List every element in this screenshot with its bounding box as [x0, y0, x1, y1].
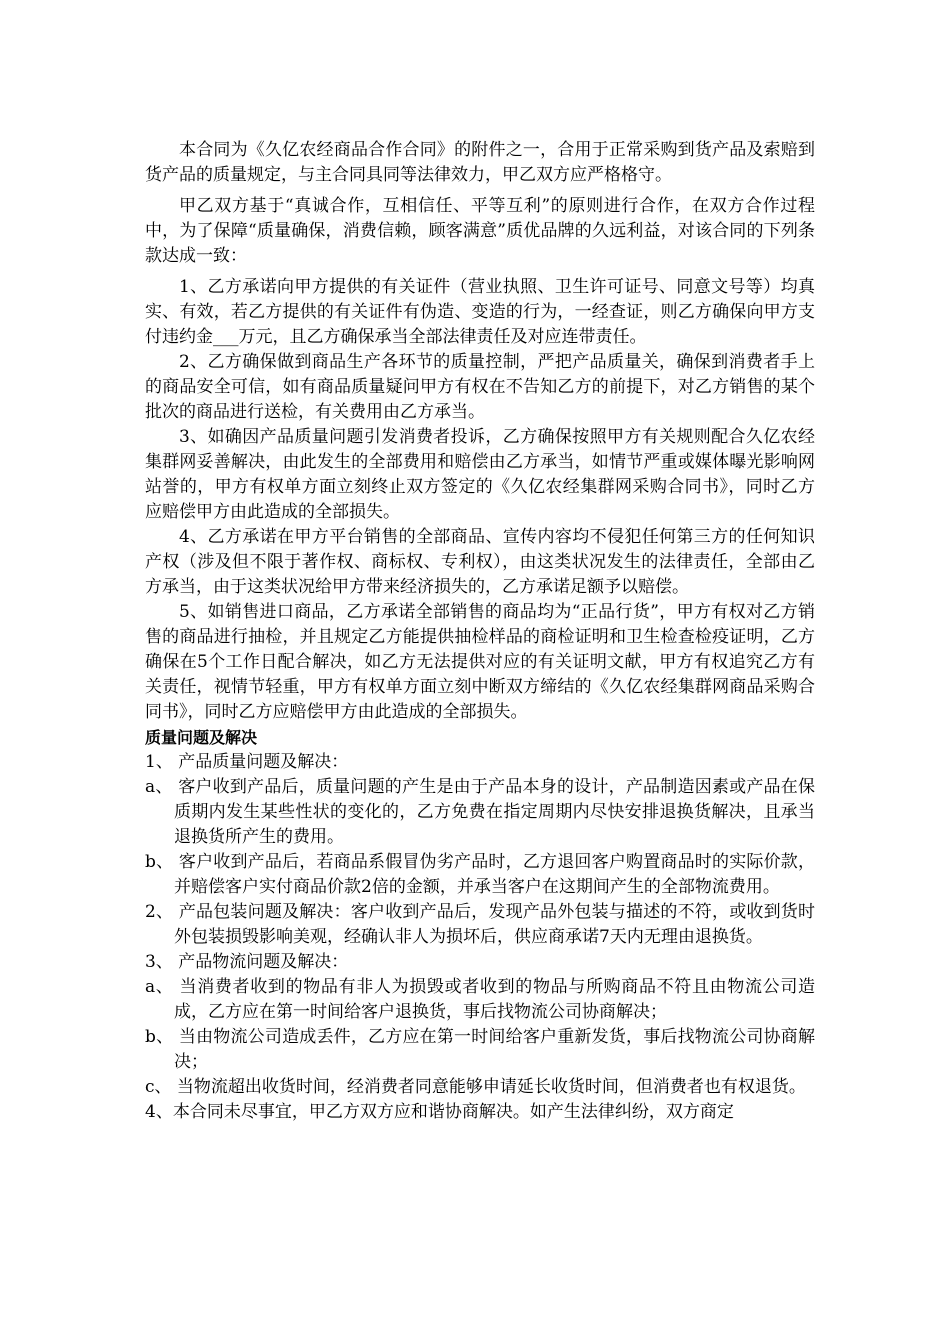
clause-4-final: 4、本合同未尽事宜，甲乙方双方应和谐协商解决。如产生法律纠纷，双方商定: [145, 1102, 734, 1122]
clause-1: 1、乙方承诺向甲方提供的有关证件（营业执照、卫生许可证号、同意文号等）均真实、有效，若乙方提供的有关证件有伪造、变造的行为，一经查证，则乙方确保向甲方支付违约金___万元，且乙方确保承当全部法律责任及对应连带责任。: [145, 277, 815, 347]
quality-item-1a: a、 客户收到产品后，质量问题的产生是由于产品本身的设计，产品制造因素或产品在保质期内发生某些性状的变化的，乙方免费在指定周期内尽快安排退换货解决，且承当退换货所产生的费用。: [145, 777, 815, 847]
quality-item-3: 3、 产品物流问题及解决：: [145, 952, 349, 972]
intro-paragraph-2: 甲乙双方基于“真诚合作，互相信任、平等互利”的原则进行合作，在双方合作过程中，为了保障“质量确保，消费信赖，顾客满意”质优品牌的久远利益，对该合同的下列条款达成一致：: [145, 196, 815, 266]
quality-item-2: 2、 产品包装问题及解决：客户收到产品后，发现产品外包装与描述的不符，或收到货时外包装损毁影响美观，经确认非人为损坏后，供应商承诺7天内无理由退换货。: [145, 902, 815, 947]
quality-item-3b: b、 当由物流公司造成丢件，乙方应在第一时间给客户重新发货，事后找物流公司协商解决；: [145, 1027, 815, 1072]
clause-3: 3、如确因产品质量问题引发消费者投诉，乙方确保按照甲方有关规则配合久亿农经集群网妥善解决，由此发生的全部费用和赔偿由乙方承当，如情节严重或媒体曝光影响网站誉的，甲方有权单方面立刻终止双方签定的《久亿农经集群网采购合同书》，同时乙方应赔偿甲方由此造成的全部损失。: [145, 427, 815, 522]
quality-item-1: 1、 产品质量问题及解决：: [145, 752, 349, 772]
clause-4: 4、乙方承诺在甲方平台销售的全部商品、宣传内容均不侵犯任何第三方的任何知识产权（涉及但不限于著作权、商标权、专利权），由这类状况发生的法律责任，全部由乙方承当，由于这类状况给甲方带来经济损失的，乙方承诺足额予以赔偿。: [145, 527, 815, 597]
section-title-quality: 质量问题及解决: [145, 728, 258, 747]
quality-item-1b: b、 客户收到产品后，若商品系假冒伪劣产品时，乙方退回客户购置商品时的实际价款，并赔偿客户实付商品价款2倍的金额，并承当客户在这期间产生的全部物流费用。: [145, 852, 815, 897]
quality-item-3c: c、 当物流超出收货时间，经消费者同意能够申请延长收货时间，但消费者也有权退货。: [145, 1077, 806, 1097]
clause-5: 5、如销售进口商品，乙方承诺全部销售的商品均为“正品行货”，甲方有权对乙方销售的商品进行抽检，并且规定乙方能提供抽检样品的商检证明和卫生检查检疫证明，乙方确保在5个工作日配合解决，如乙方无法提供对应的有关证明文献，甲方有权追究乙方有关责任，视情节轻重，甲方有权单方面立刻中断双方缔结的《久亿农经集群网商品采购合同书》，同时乙方应赔偿甲方由此造成的全部损失。: [145, 602, 815, 722]
quality-item-3a: a、 当消费者收到的物品有非人为损毁或者收到的物品与所购商品不符且由物流公司造成，乙方应在第一时间给客户退换货，事后找物流公司协商解决；: [145, 977, 815, 1022]
intro-paragraph-1: 本合同为《久亿农经商品合作合同》的附件之一，合用于正常采购到货产品及索赔到货产品的质量规定，与主合同具同等法律效力，甲乙双方应严格格守。: [145, 140, 815, 185]
document-page: [145, 138, 815, 1125]
clause-2: 2、乙方确保做到商品生产各环节的质量控制，严把产品质量关，确保到消费者手上的商品安全可信，如有商品质量疑问甲方有权在不告知乙方的前提下，对乙方销售的某个批次的商品进行送检，有关费用由乙方承当。: [145, 352, 815, 422]
